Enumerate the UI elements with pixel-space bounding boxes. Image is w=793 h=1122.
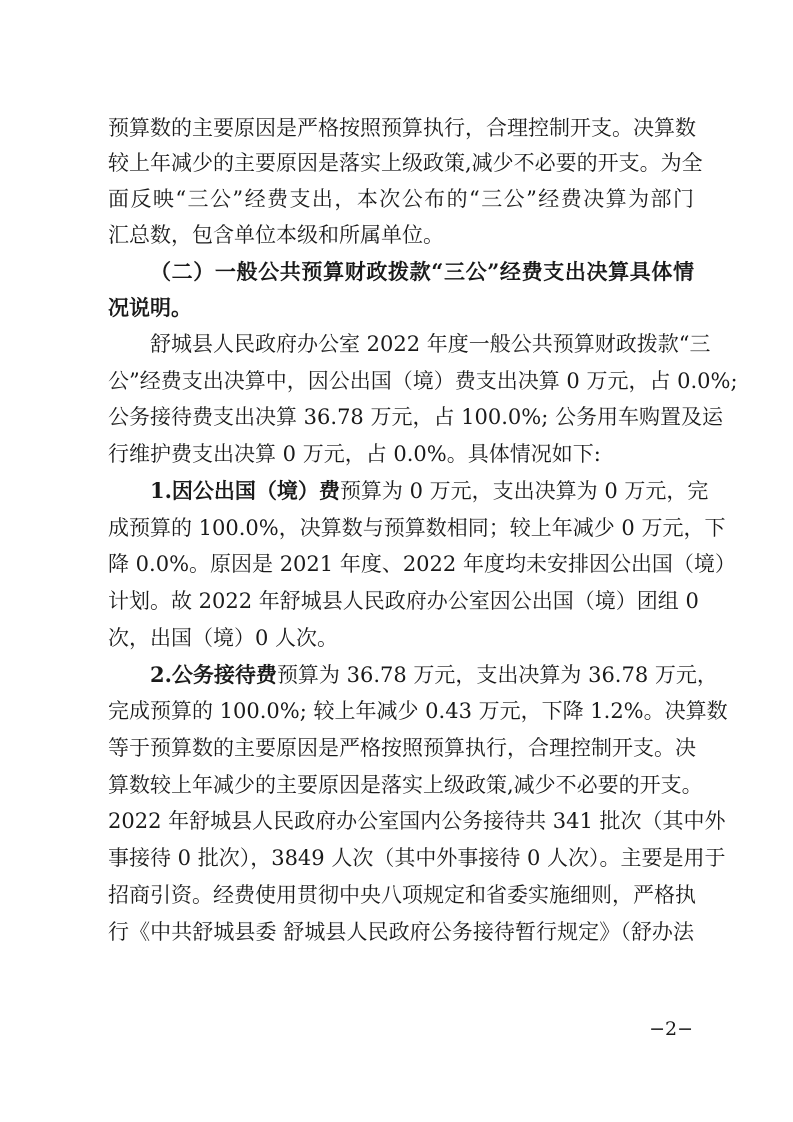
paragraph-line: 2022 年舒城县人民政府办公室国内公务接待共 341 批次（其中外 bbox=[108, 809, 726, 833]
paragraph-line: 公”经费支出决算中，因公出国（境）费支出决算 0 万元，占 0.0%; bbox=[108, 369, 738, 393]
paragraph-line: 舒城县人民政府办公室 2022 年度一般公共预算财政拨款“三 bbox=[150, 332, 711, 356]
page-number: −2− bbox=[649, 1018, 693, 1040]
subheading-reception: 2.公务接待费 bbox=[150, 662, 277, 687]
section-heading: 况说明。 bbox=[108, 295, 192, 320]
paragraph-line: 招商引资。经费使用贯彻中央八项规定和省委实施细则，严格执 bbox=[108, 883, 696, 907]
subheading-travel: 1.因公出国（境）费 bbox=[150, 478, 340, 503]
paragraph-line bbox=[150, 477, 709, 505]
paragraph-line: 算数较上年减少的主要原因是落实上级政策,减少不必要的开支。 bbox=[108, 773, 703, 797]
paragraph-line: 事接待 0 批次），3849 人次（其中外事接待 0 人次）。主要是用于 bbox=[108, 846, 726, 870]
paragraph-line: 计划。故 2022 年舒城县人民政府办公室因公出国（境）团组 0 bbox=[108, 589, 699, 613]
paragraph-line: 行维护费支出决算 0 万元，占 0.0%。具体情况如下: bbox=[108, 442, 601, 466]
paragraph-text: 预算为 36.78 万元，支出决算为 36.78 万元， bbox=[276, 663, 718, 687]
paragraph-line: 次，出国（境）0 人次。 bbox=[108, 626, 339, 650]
paragraph-line: 公务接待费支出决算 36.78 万元，占 100.0%; 公务用车购置及运 bbox=[108, 405, 723, 429]
paragraph-line bbox=[150, 661, 718, 689]
paragraph-line: 汇总数，包含单位本级和所属单位。 bbox=[108, 223, 444, 247]
paragraph-line: 等于预算数的主要原因是严格按照预算执行，合理控制开支。决 bbox=[108, 736, 696, 760]
paragraph-text: 预算为 0 万元，支出决算为 0 万元，完 bbox=[339, 479, 709, 503]
paragraph-line: 行《中共舒城县委 舒城县人民政府公务接待暂行规定》（舒办法 bbox=[108, 920, 694, 944]
section-heading: （二）一般公共预算财政拨款“三公”经费支出决算具体情 bbox=[150, 259, 694, 284]
paragraph-line: 预算数的主要原因是严格按照预算执行，合理控制开支。决算数 bbox=[108, 116, 696, 140]
paragraph-line: 完成预算的 100.0%; 较上年减少 0.43 万元，下降 1.2%。决算数 bbox=[108, 699, 728, 723]
paragraph-line: 成预算的 100.0%，决算数与预算数相同；较上年减少 0 万元，下 bbox=[108, 516, 726, 540]
paragraph-line: 较上年减少的主要原因是落实上级政策,减少不必要的开支。为全 bbox=[108, 151, 703, 175]
paragraph-line: 降 0.0%。原因是 2021 年度、2022 年度均未安排因公出国（境） bbox=[108, 552, 736, 576]
paragraph-line: 面反映“三公”经费支出，本次公布的“三公”经费决算为部门 bbox=[108, 187, 694, 211]
